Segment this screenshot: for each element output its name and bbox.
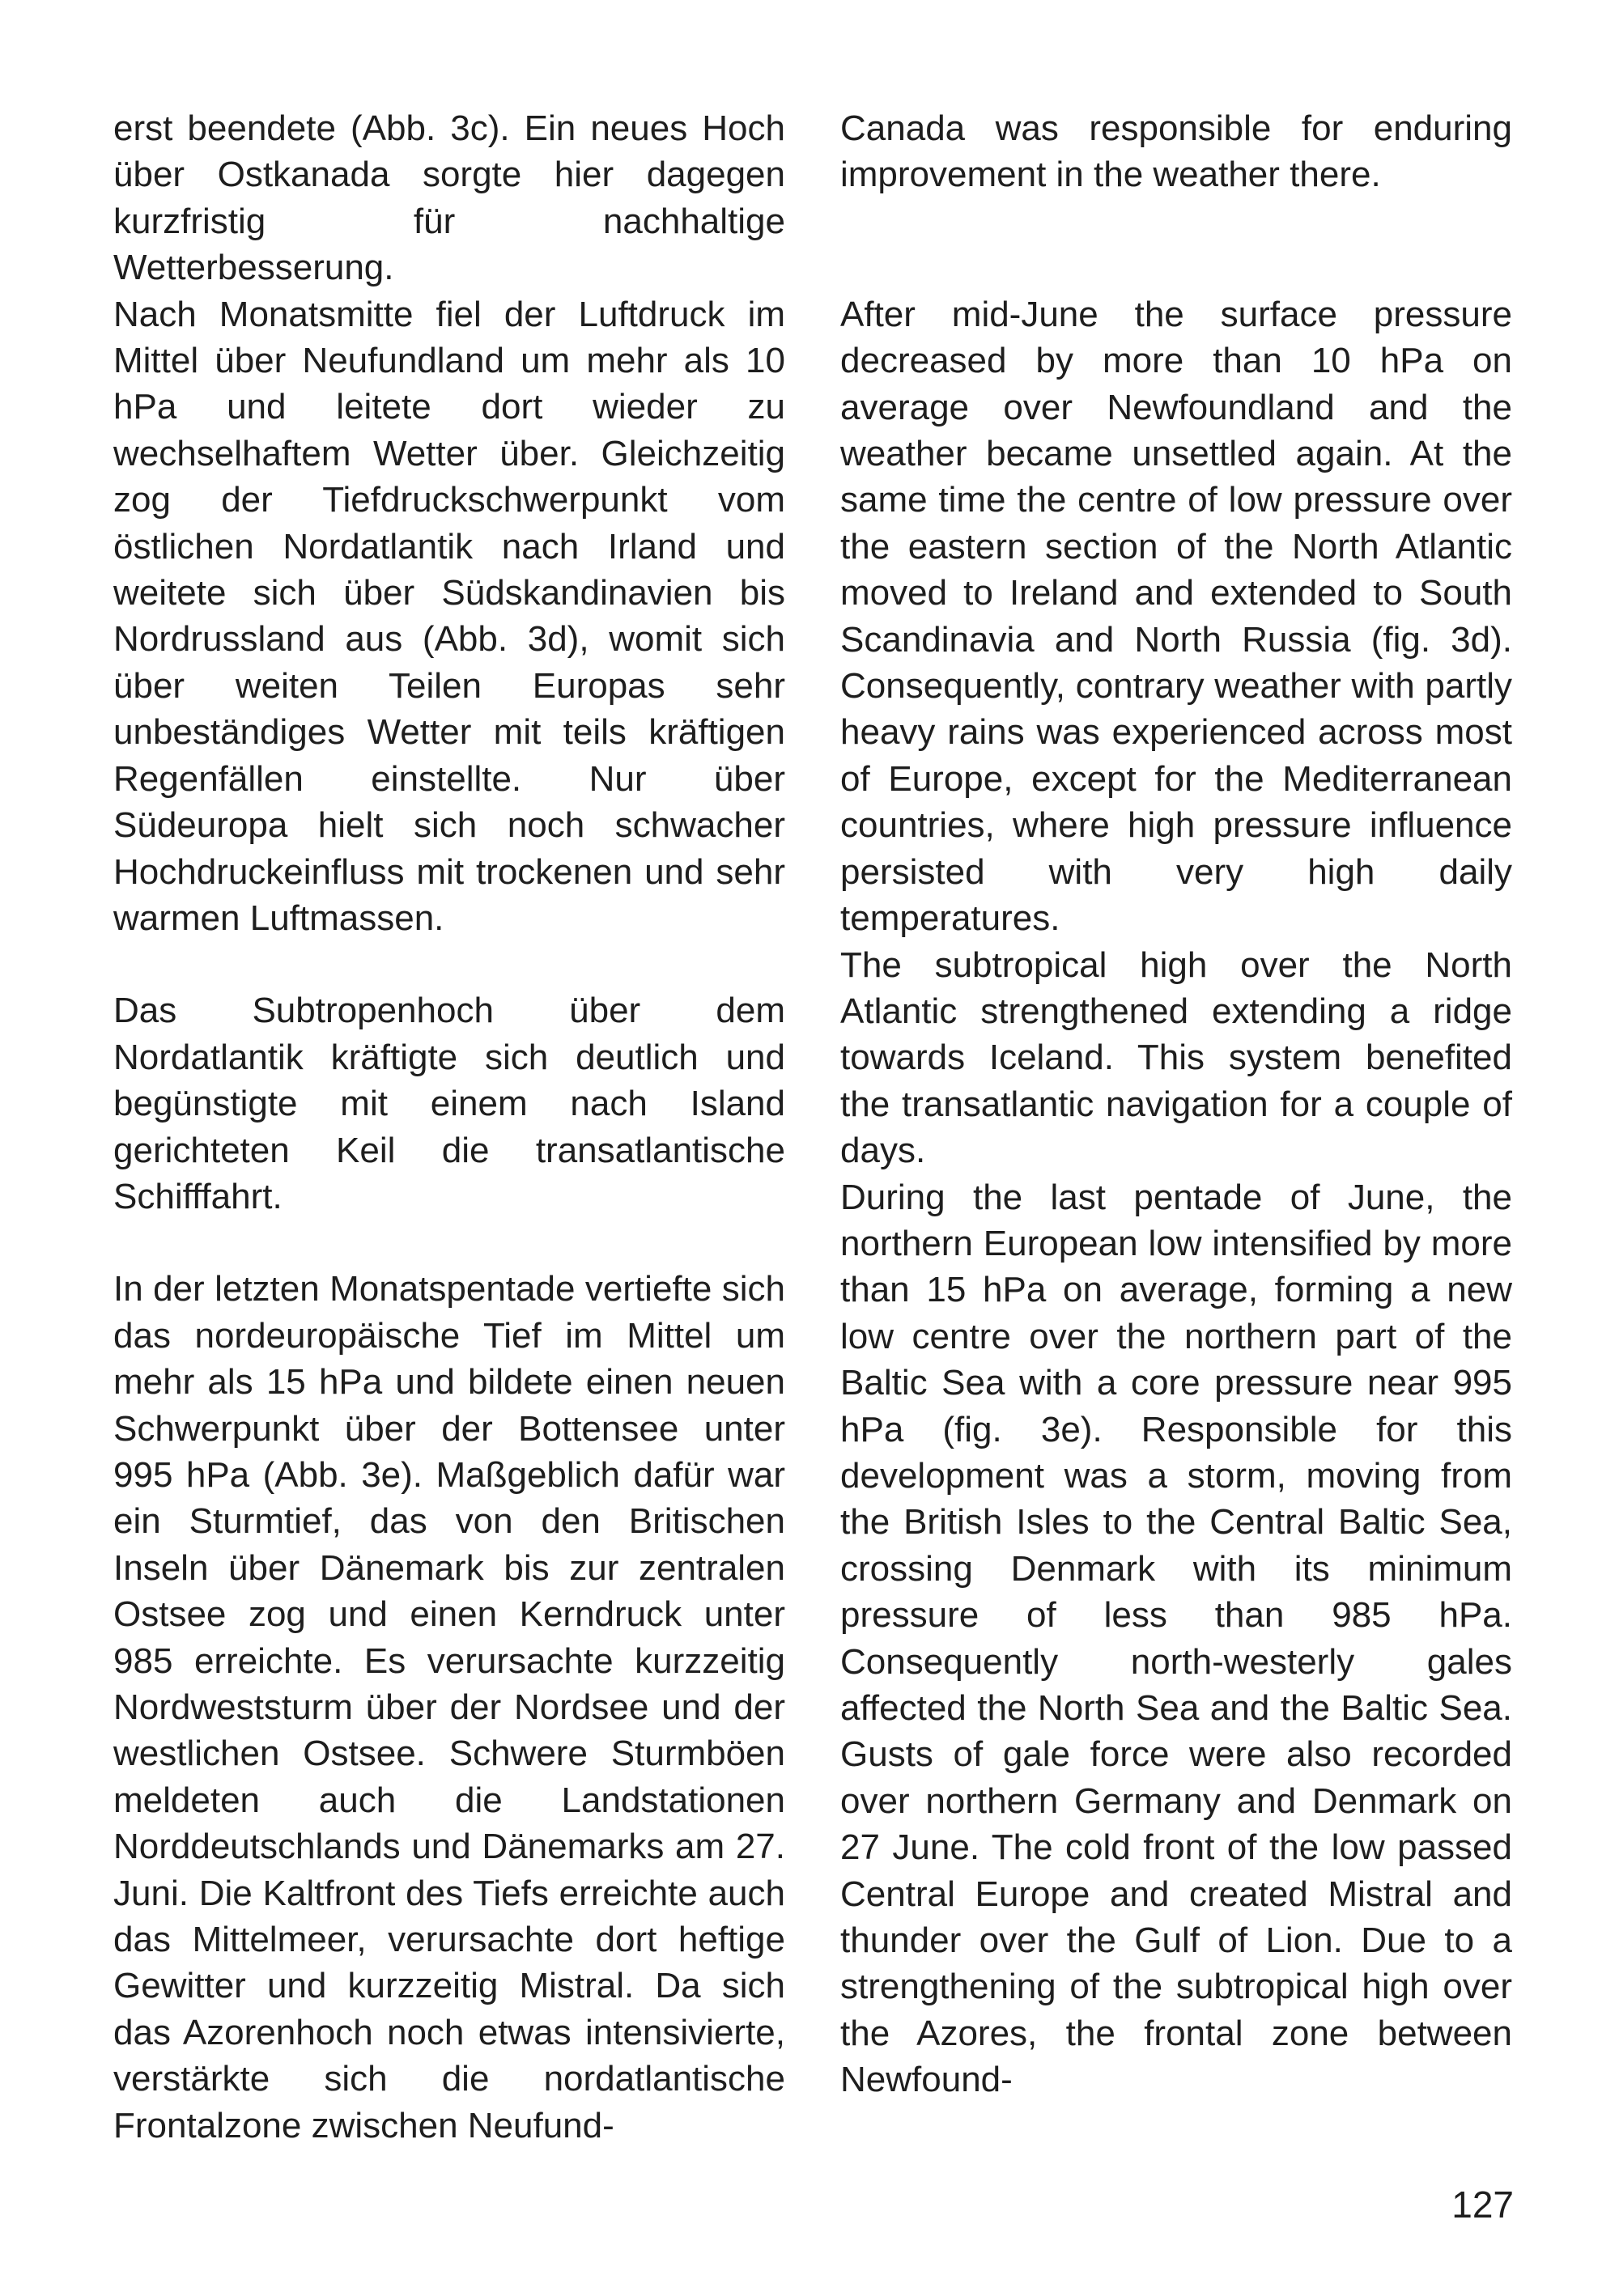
english-paragraph-4: During the last pentade of June, the northern European low intensified by more than 15 hPa on average, forming a new low centre over the northern part of the Baltic Sea with a core pressure near 995 hPa (fig. 3e). Responsible for this development was a storm, moving from the British Isles to the Central Baltic Sea, crossing Denmark with its minimum pressure of less than 985 hPa. Consequently north-westerly gales affected the North Sea and the Baltic Sea. Gusts of gale force were also recorded over northern Germany and Denmark on 27 June. The cold front of the low passed Central Europe and created Mistral and thunder over the Gulf of Lion. Due to a strengthening of the subtropical high over the Azores, the frontal zone between Newfound- bbox=[840, 1177, 1512, 2100]
english-paragraph-1: Canada was responsible for enduring improvement in the weather there. bbox=[840, 108, 1512, 195]
english-paragraph-2: After mid-June the surface pressure decreased by more than 10 hPa on average over Newfoundland and the weather became unsettled again. At the same time the centre of low pressure over the eastern section of the North Atlantic moved to Ireland and extended to South Scandinavia and North Russia (fig. 3d). Consequently, contrary weather with partly heavy rains was experienced across most of Europe, except for the Mediterranean countries, where high pressure influence persisted with very high daily temperatures. bbox=[840, 294, 1512, 939]
english-column bbox=[840, 105, 1512, 2103]
german-column bbox=[113, 105, 785, 2149]
german-paragraph-1: erst beendete (Abb. 3c). Ein neues Hoch über Ostkanada sorgte hier dagegen kurzfristig für nachhaltige Wetterbesserung. bbox=[113, 108, 785, 288]
english-paragraph-3: The subtropical high over the North Atlantic strengthened extending a ridge towards Iceland. This system benefited the transatlantic navigation for a couple of days. bbox=[840, 944, 1512, 1171]
german-paragraph-2: Nach Monatsmitte fiel der Luftdruck im Mittel über Neufundland um mehr als 10 hPa und leitete dort wieder zu wechselhaftem Wetter über. Gleichzeitig zog der Tiefdruckschwerpunkt vom östlichen Nordatlantik nach Irland und weitete sich über Südskandinavien bis Nordrussland aus (Abb. 3d), womit sich über weiten Teilen Europas sehr unbeständiges Wetter mit teils kräftigen Regenfällen einstellte. Nur über Südeuropa hielt sich noch schwacher Hochdruckeinfluss mit trockenen und sehr warmen Luftmassen. bbox=[113, 294, 785, 938]
german-paragraph-3: Das Subtropenhoch über dem Nordatlantik kräftigte sich deutlich und begünstigte mit einem nach Island gerichteten Keil die transatlantische Schifffahrt. bbox=[113, 991, 785, 1216]
page-number: 127 bbox=[1451, 2184, 1514, 2226]
german-paragraph-4: In der letzten Monatspentade vertiefte sich das nordeuropäische Tief im Mittel um mehr als 15 hPa und bildete einen neuen Schwerpunkt über der Bottensee unter 995 hPa (Abb. 3e). Maßgeblich dafür war ein Sturmtief, das von den Britischen Inseln über Dänemark bis zur zentralen Ostsee zog und einen Kerndruck unter 985 erreichte. Es verursachte kurzzeitig Nordweststurm über der Nordsee und der westlichen Ostsee. Schwere Sturmböen meldeten auch die Landstationen Norddeutschlands und Dänemarks am 27. Juni. Die Kaltfront des Tiefs erreichte auch das Mittelmeer, verursachte dort heftige Gewitter und kurzzeitig Mistral. Da sich das Azorenhoch noch etwas intensivierte, verstärkte sich die nordatlantische Frontalzone zwischen Neufund- bbox=[113, 1269, 785, 2145]
